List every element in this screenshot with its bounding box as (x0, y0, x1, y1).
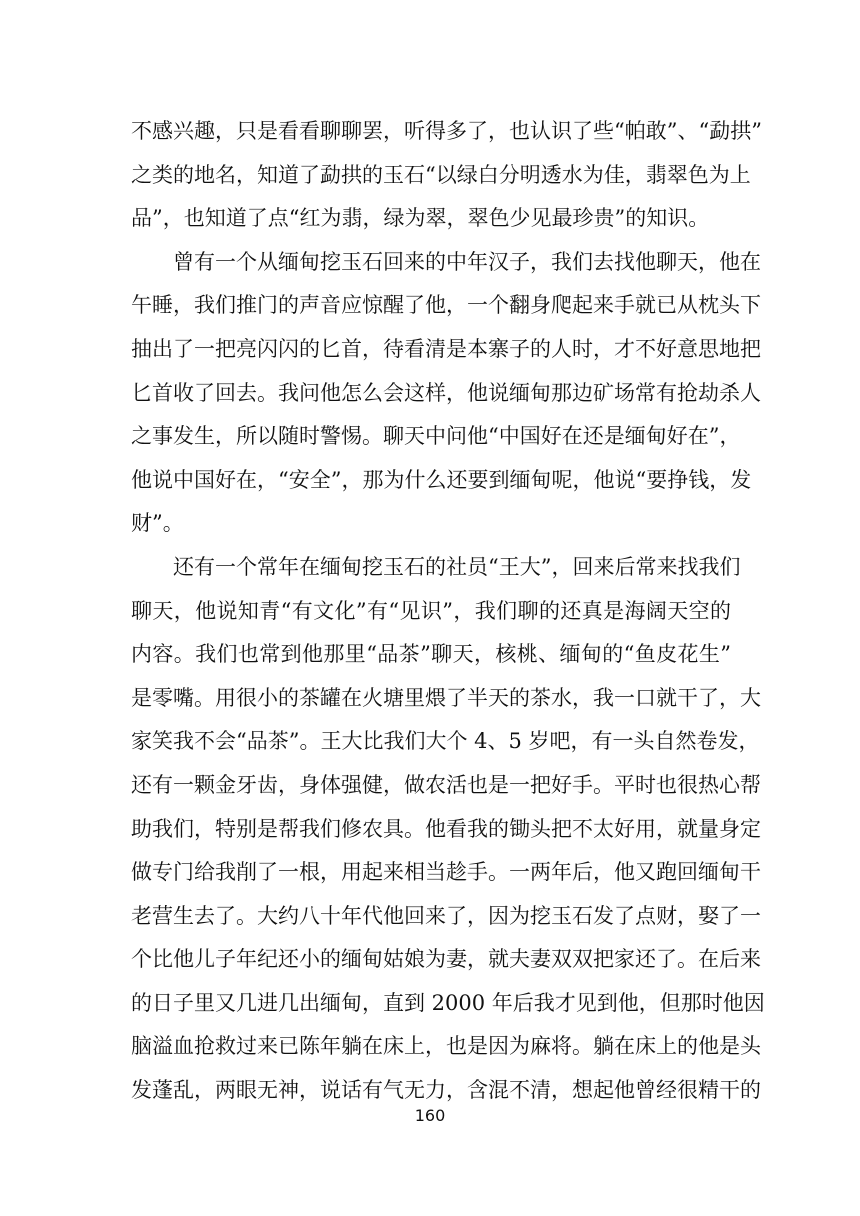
page-number: 160 (414, 1106, 446, 1125)
text-line: 发蓬乱，两眼无神，说话有气无力，含混不清，想起他曾经很精干的 (131, 1078, 761, 1103)
text-line: 做专门给我削了一根，用起来相当趁手。一两年后，他又跑回缅甸干 (131, 860, 761, 885)
text-line: 还有一颗金牙齿，身体强健，做农活也是一把好手。平时也很热心帮 (131, 772, 761, 797)
text-line: 他说中国好在，“安全”，那为什么还要到缅甸呢，他说“要挣钱，发 (131, 467, 752, 492)
text-line: 不感兴趣，只是看看聊聊罢，听得多了，也认识了些“帕敢”、“勐拱” (131, 119, 762, 143)
text-line: 品”，也知道了点“红为翡，绿为翠，翠色少见最珍贵”的知识。 (131, 206, 710, 231)
text-line: 还有一个常年在缅甸挖玉石的社员“王大”，回来后常来找我们 (173, 554, 741, 579)
text-line: 聊天，他说知青“有文化”有“见识”，我们聊的还真是海阔天空的 (131, 598, 731, 623)
paragraph (131, 110, 762, 241)
body-text (131, 110, 765, 1113)
text-line: 脑溢血抢救过来已陈年躺在床上，也是因为麻将。躺在床上的他是头 (131, 1034, 761, 1059)
text-line: 午睡，我们推门的声音应惊醒了他，一个翻身爬起来手就已从枕头下 (131, 293, 761, 318)
text-line: 抽出了一把亮闪闪的匕首，待看清是本寨子的人时，才不好意思地把 (131, 336, 761, 361)
paragraph (131, 241, 761, 546)
text-line: 匕首收了回去。我问他怎么会这样，他说缅甸那边矿场常有抢劫杀人 (131, 380, 761, 405)
text-line: 个比他儿子年纪还小的缅甸姑娘为妻，就夫妻双双把家还了。在后来 (131, 947, 761, 972)
text-line: 内容。我们也常到他那里“品茶”聊天，核桃、缅甸的“鱼皮花生” (131, 642, 731, 667)
text-line: 财”。 (131, 511, 184, 536)
text-line: 的日子里又几进几出缅甸，直到 2000 年后我才见到他，但那时他因 (131, 990, 765, 1015)
text-line: 老营生去了。大约八十年代他回来了，因为挖玉石发了点财，娶了一 (131, 903, 761, 928)
text-line: 家笑我不会“品茶”。王大比我们大个 4、5 岁吧，有一头自然卷发， (131, 729, 760, 754)
text-line: 曾有一个从缅甸挖玉石回来的中年汉子，我们去找他聊天，他在 (173, 249, 761, 274)
text-line: 助我们，特别是帮我们修农具。他看我的锄头把不太好用，就量身定 (131, 816, 761, 841)
text-line: 之类的地名，知道了勐拱的玉石“以绿白分明透水为佳，翡翠色为上 (131, 162, 751, 187)
text-line: 之事发生，所以随时警惕。聊天中问他“中国好在还是缅甸好在”， (131, 424, 741, 449)
paragraph (131, 546, 765, 1113)
text-line: 是零嘴。用很小的茶罐在火塘里煨了半天的茶水，我一口就干了，大 (131, 685, 761, 710)
